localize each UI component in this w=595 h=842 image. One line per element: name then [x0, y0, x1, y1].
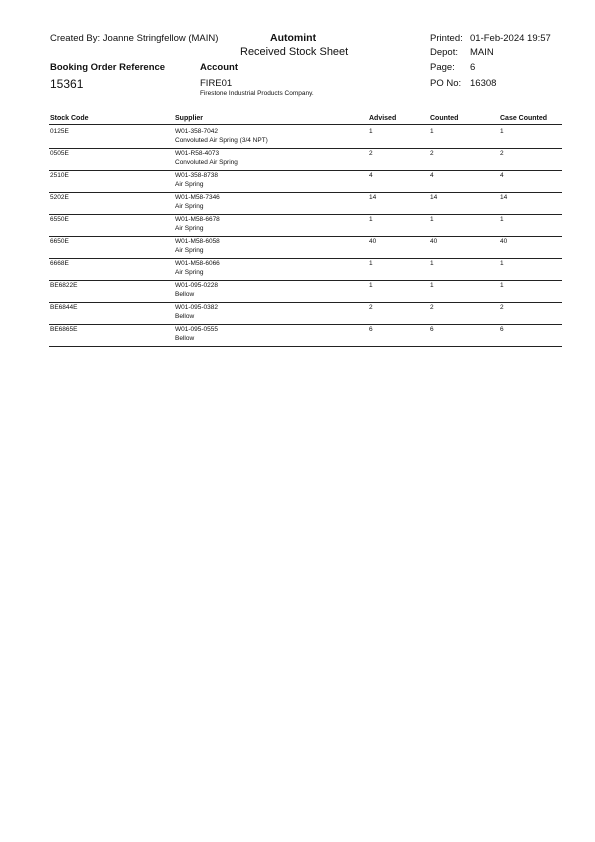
- table-row: [0, 170, 595, 192]
- counted-qty: 6: [430, 326, 434, 333]
- created-by: Created By: Joanne Stringfellow (MAIN): [50, 33, 219, 44]
- supplier-cell: [175, 304, 218, 321]
- page-label: Page:: [430, 62, 455, 73]
- stock-code: BE6822E: [50, 282, 78, 289]
- advised-qty: 1: [369, 216, 373, 223]
- supplier-cell: [175, 172, 218, 189]
- advised-qty: 1: [369, 260, 373, 267]
- counted-qty: 1: [430, 128, 434, 135]
- part-number: W01-M58-6678: [175, 216, 220, 223]
- case-counted-qty: 1: [500, 216, 504, 223]
- page-value: 6: [470, 62, 476, 73]
- table-row: [0, 280, 595, 302]
- row-divider: [49, 346, 562, 347]
- col-supplier: Supplier: [175, 115, 204, 122]
- advised-qty: 2: [369, 150, 373, 157]
- account-label: Account: [200, 62, 238, 73]
- stock-code: 2510E: [50, 172, 69, 179]
- po-label: PO No:: [430, 78, 462, 89]
- table-row: [0, 126, 595, 148]
- part-description: Convoluted Air Spring (3/4 NPT): [175, 136, 268, 144]
- part-description: Air Spring: [175, 202, 204, 210]
- counted-qty: 40: [430, 238, 438, 245]
- stock-code: 0125E: [50, 128, 69, 135]
- case-counted-qty: 2: [500, 150, 504, 157]
- counted-qty: 2: [430, 150, 434, 157]
- document-title: Received Stock Sheet: [240, 46, 349, 58]
- advised-qty: 6: [369, 326, 373, 333]
- col-advised: Advised: [369, 115, 397, 122]
- case-counted-qty: 1: [500, 282, 504, 289]
- part-number: W01-095-0228: [175, 282, 218, 289]
- account-name: Firestone Industrial Products Company.: [200, 90, 314, 97]
- counted-qty: 2: [430, 304, 434, 311]
- part-number: W01-R58-4073: [175, 150, 220, 157]
- case-counted-qty: 14: [500, 194, 508, 201]
- part-number: W01-M58-7346: [175, 194, 220, 201]
- part-number: W01-358-7042: [175, 128, 218, 135]
- stock-code: 6550E: [50, 216, 69, 223]
- part-number: W01-095-0382: [175, 304, 218, 311]
- booking-label: Booking Order Reference: [50, 62, 166, 73]
- table-row: [0, 214, 595, 236]
- case-counted-qty: 1: [500, 260, 504, 267]
- part-description: Air Spring: [175, 246, 204, 254]
- part-number: W01-M58-6066: [175, 260, 220, 267]
- table-row: [0, 302, 595, 324]
- counted-qty: 14: [430, 194, 438, 201]
- supplier-cell: [175, 128, 268, 145]
- advised-qty: 2: [369, 304, 373, 311]
- case-counted-qty: 40: [500, 238, 508, 245]
- part-description: Air Spring: [175, 224, 204, 232]
- advised-qty: 1: [369, 282, 373, 289]
- company-name: Automint: [270, 32, 317, 44]
- counted-qty: 1: [430, 260, 434, 267]
- part-number: W01-095-0555: [175, 326, 218, 333]
- part-description: Bellow: [175, 290, 195, 298]
- table-row: [0, 192, 595, 214]
- stock-code: 6650E: [50, 238, 69, 245]
- col-stock-code: Stock Code: [50, 115, 89, 122]
- part-description: Convoluted Air Spring: [175, 158, 238, 166]
- account-value: FIRE01: [200, 78, 233, 89]
- counted-qty: 1: [430, 282, 434, 289]
- supplier-cell: [175, 194, 220, 211]
- advised-qty: 40: [369, 238, 377, 245]
- table-row: [0, 148, 595, 170]
- case-counted-qty: 6: [500, 326, 504, 333]
- col-counted: Counted: [430, 115, 459, 122]
- stock-code: 6668E: [50, 260, 69, 267]
- po-value: 16308: [470, 78, 497, 89]
- advised-qty: 14: [369, 194, 377, 201]
- depot-label: Depot:: [430, 47, 458, 58]
- col-case-counted: Case Counted: [500, 115, 548, 122]
- table-row: [0, 324, 595, 346]
- part-description: Bellow: [175, 334, 195, 342]
- header-divider: [49, 124, 562, 125]
- printed-label: Printed:: [430, 33, 463, 44]
- table-row: [0, 258, 595, 280]
- case-counted-qty: 4: [500, 172, 504, 179]
- case-counted-qty: 1: [500, 128, 504, 135]
- supplier-cell: [175, 216, 220, 233]
- supplier-cell: [175, 326, 218, 343]
- stock-code: BE6865E: [50, 326, 78, 333]
- case-counted-qty: 2: [500, 304, 504, 311]
- depot-value: MAIN: [470, 47, 494, 58]
- advised-qty: 1: [369, 128, 373, 135]
- part-description: Air Spring: [175, 268, 204, 276]
- supplier-cell: [175, 260, 220, 277]
- supplier-cell: [175, 150, 238, 167]
- table-row: [0, 236, 595, 258]
- supplier-cell: [175, 238, 220, 255]
- part-number: W01-358-8738: [175, 172, 218, 179]
- printed-value: 01-Feb-2024 19:57: [470, 33, 551, 44]
- booking-value: 15361: [50, 77, 84, 91]
- part-description: Air Spring: [175, 180, 204, 188]
- counted-qty: 4: [430, 172, 434, 179]
- stock-code: BE6844E: [50, 304, 78, 311]
- part-description: Bellow: [175, 312, 195, 320]
- counted-qty: 1: [430, 216, 434, 223]
- advised-qty: 4: [369, 172, 373, 179]
- stock-code: 0505E: [50, 150, 69, 157]
- stock-code: 5202E: [50, 194, 69, 201]
- part-number: W01-M58-6058: [175, 238, 220, 245]
- supplier-cell: [175, 282, 218, 299]
